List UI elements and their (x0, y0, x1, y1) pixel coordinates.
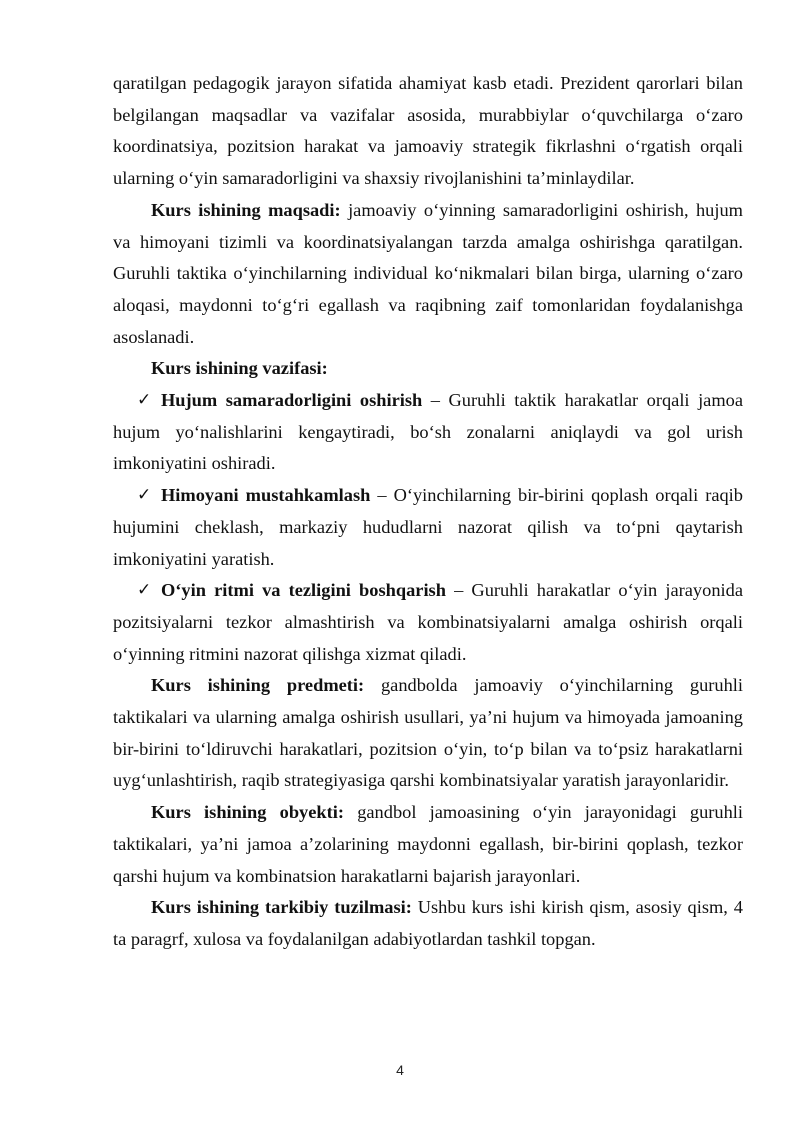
structure-label: Kurs ishining tarkibiy tuzilmasi: (151, 897, 412, 918)
object-text: gandbol jamoasining oʻyin jarayonidagi guruhli taktikalari, yaʼni jamoa aʼzolarining maydonni egallash, bir-birini qoplash, tezkor qarshi hujum va kombinatsion harakatlarni bajarish jarayonlari. (113, 802, 744, 886)
task-item-text: – Oʻyinchilarning bir-birini qoplash orqali raqib hujumini cheklash, markaziy hududlarni nazorat qilish va toʻpni qaytarish imkoniyatini yaratish. (113, 485, 743, 569)
task-item (113, 480, 743, 575)
task-item-title: Oʻyin ritmi va tezligini boshqarish (161, 580, 446, 601)
structure-paragraph (113, 892, 743, 955)
goal-text: jamoaviy oʻyinning samaradorligini oshirish, hujum va himoyani tizimli va koordinatsiyalangan tarzda amalga oshirishga qaratilgan. Guruhli taktika oʻyinchilarning individual koʻnikmalari bilan birga, ularning oʻzaro aloqasi, maydonni toʻgʻri egallash va raqibning zaif tomonlaridan foydalanishga asoslanadi. (113, 199, 743, 347)
tasks-heading-paragraph (113, 353, 743, 385)
document-page (113, 68, 743, 956)
intro-text: qaratilgan pedagogik jarayon sifatida ahamiyat kasb etadi. Prezident qarorlari bilan belgilangan maqsadlar va vazifalar asosida, murabbiylar oʻquvchilarga oʻzaro koordinatsiya, pozitsion harakat va jamoaviy strategik fikrlashni oʻrgatish orqali ularning oʻyin samaradorligini va shaxsiy rivojlanishini taʼminlaydilar. (113, 73, 743, 189)
task-item (113, 385, 743, 480)
task-item-title: Hujum samaradorligini oshirish (161, 390, 423, 411)
object-label: Kurs ishining obyekti: (151, 802, 344, 823)
structure-text: Ushbu kurs ishi kirish qism, asosiy qism, 4 ta paragrf, xulosa va foydalanilgan adabiyotlardan tashkil topgan. (113, 897, 743, 949)
tasks-label: Kurs ishining vazifasi: (151, 358, 328, 379)
goal-label: Kurs ishining maqsadi: (151, 199, 341, 220)
object-paragraph (113, 797, 743, 892)
subject-paragraph (113, 670, 743, 797)
task-item-title: Himoyani mustahkamlash (161, 485, 371, 506)
task-item-text: – Guruhli taktik harakatlar orqali jamoa hujum yoʻnalishlarini kengaytiradi, boʻsh zonalarni aniqlaydi va gol urish imkoniyatini oshiradi. (113, 390, 743, 474)
page-number: 4 (396, 1062, 404, 1078)
checkmark-icon: ✓ (137, 580, 152, 601)
task-item (113, 575, 743, 670)
subject-label: Kurs ishining predmeti: (151, 675, 365, 696)
task-item-text: – Guruhli harakatlar oʻyin jarayonida pozitsiyalarni tezkor almashtirish va kombinatsiyalarni amalga oshirish orqali oʻyinning ritmini nazorat qilishga xizmat qiladi. (113, 580, 743, 664)
goal-paragraph (113, 195, 743, 354)
intro-paragraph (113, 68, 743, 195)
subject-text: gandbolda jamoaviy oʻyinchilarning guruhli taktikalari va ularning amalga oshirish usullari, yaʼni hujum va himoyada jamoaning bir-birini toʻldiruvchi harakatlari, pozitsion oʻyin, toʻp bilan va toʻpsiz harakatlarni uygʻunlashtirish, raqib strategiyasiga qarshi kombinatsiyalar yaratish jarayonlaridir. (113, 675, 743, 791)
checkmark-icon: ✓ (137, 485, 152, 506)
checkmark-icon: ✓ (137, 390, 152, 411)
